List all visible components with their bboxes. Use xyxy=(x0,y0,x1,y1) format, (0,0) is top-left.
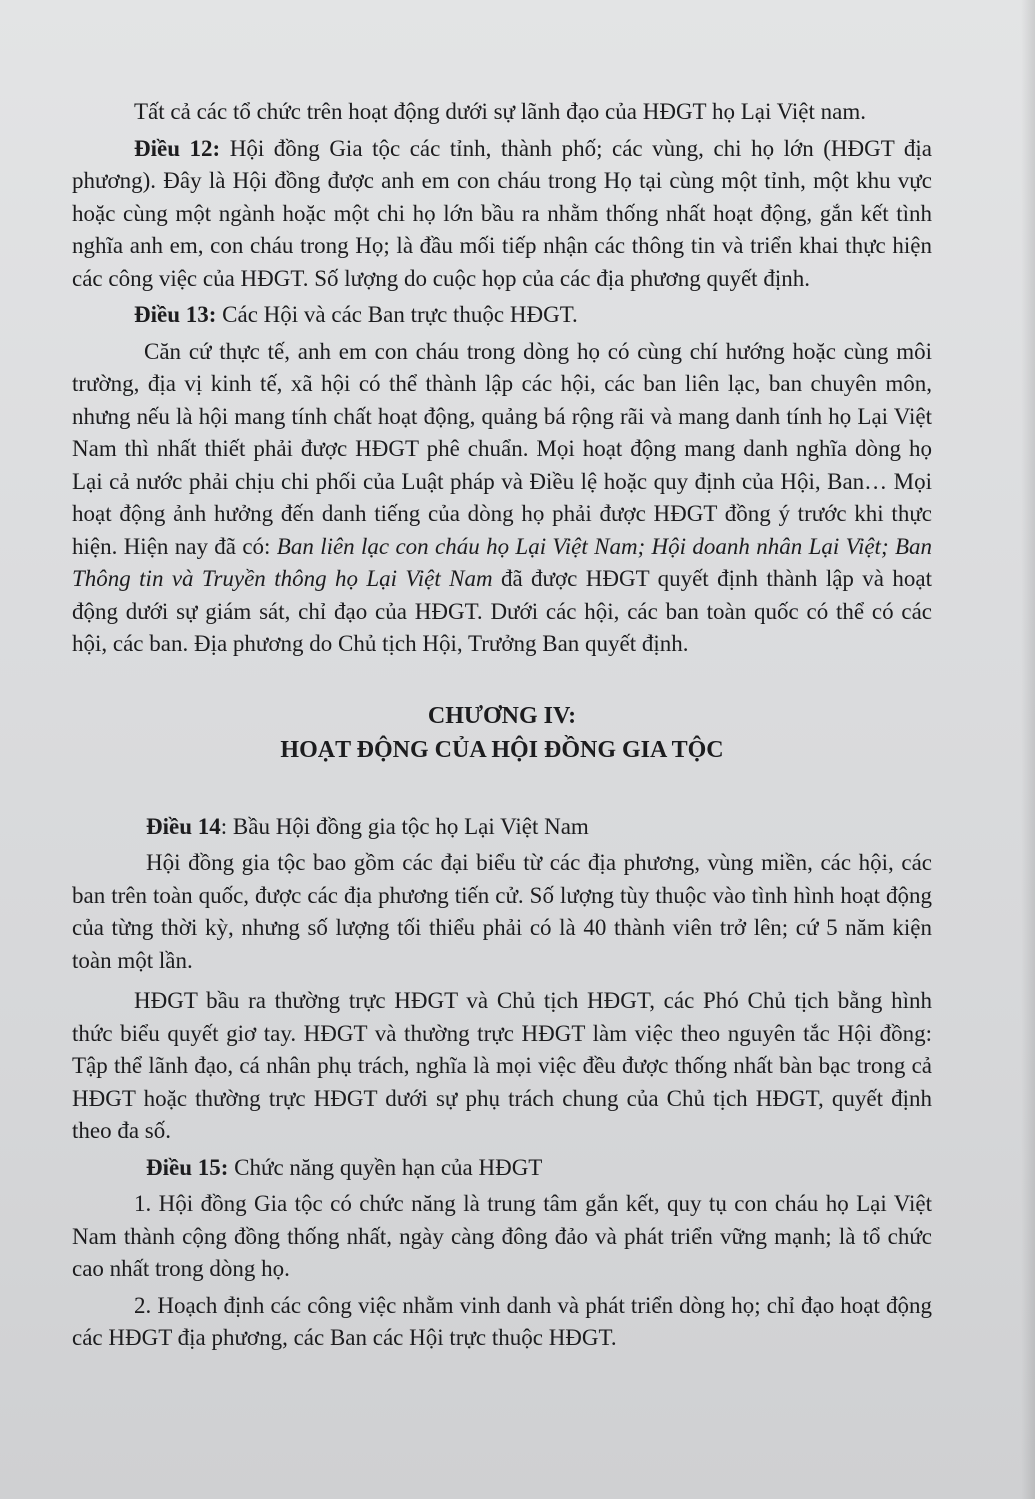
article-15-label: Điều 15: xyxy=(146,1154,229,1180)
article-13-body-italic: Ban liên lạc con cháu họ Lại Việt Nam; Hội doanh nhân Lại Việt; Ban Thông tin và Truyền thông họ Lại Việt Nam xyxy=(72,533,932,591)
article-14-body-1-text: Hội đồng gia tộc bao gồm các đại biểu từ các địa phương, vùng miền, các hội, các ban trên toàn quốc, được các địa phương tiến cử. Số lượng tùy thuộc vào tình hình hoạt động của từng thời kỳ, nhưng số lượng tối thiểu phải có là 40 thành viên trở lên; cứ 5 năm kiện toàn một lần. xyxy=(72,850,932,973)
article-13-body-part2: đã được HĐGT quyết định thành lập và hoạt động dưới sự giám sát, chỉ đạo của HĐGT. Dưới các hội, các ban toàn quốc có thể có các hội, các ban. Địa phương do Chủ tịch Hội, Trưởng Ban quyết định. xyxy=(72,566,932,656)
article-12-label: Điều 12: xyxy=(134,135,221,161)
article-14-body-2 xyxy=(72,985,932,1148)
article-15-title: Chức năng quyền hạn của HĐGT xyxy=(228,1154,543,1180)
article-13-heading xyxy=(72,299,932,332)
intro-text: Tất cả các tổ chức trên hoạt động dưới sự lãnh đạo của HĐGT họ Lại Việt nam. xyxy=(134,99,866,124)
article-13-body xyxy=(72,336,932,661)
article-14-label: Điều 14 xyxy=(146,813,221,839)
article-15-item-2-text: 2. Hoạch định các công việc nhằm vinh danh và phát triển dòng họ; chỉ đạo hoạt động các HĐGT địa phương, các Ban các Hội trực thuộc HĐGT. xyxy=(72,1292,932,1350)
article-13-label: Điều 13: xyxy=(134,302,217,327)
article-12-text: Hội đồng Gia tộc các tỉnh, thành phố; các vùng, chi họ lớn (HĐGT địa phương). Đây là Hội đồng được anh em con cháu trong Họ tại cùng một tỉnh, một khu vực hoặc cùng một ngành hoặc một chi họ lớn bầu ra nhằm thống nhất hoạt động, gắn kết tình nghĩa anh em, con cháu trong Họ; là đầu mối tiếp nhận các thông tin và triển khai thực hiện các công việc của HĐGT. Số lượng do cuộc họp của các địa phương quyết định. xyxy=(72,135,932,291)
article-15-item-1-text: 1. Hội đồng Gia tộc có chức năng là trung tâm gắn kết, quy tụ con cháu họ Lại Việt Nam thành cộng đồng thống nhất, ngày càng đông đảo và phát triển vững mạnh; là tổ chức cao nhất trong dòng họ. xyxy=(72,1191,932,1281)
article-13-body-part1: Căn cứ thực tế, anh em con cháu trong dòng họ có cùng chí hướng hoặc cùng môi trường, địa vị kinh tế, xã hội có thể thành lập các hội, các ban liên lạc, ban chuyên môn, nhưng nếu là hội mang tính chất hoạt động, quảng bá rộng rãi và mang danh tính họ Lại Việt Nam thì nhất thiết phải được HĐGT phê chuẩn. Mọi hoạt động mang danh nghĩa dòng họ Lại cả nước phải chịu chi phối của Luật pháp và Điều lệ hoặc quy định của Hội, Ban… Mọi hoạt động ảnh hưởng đến danh tiếng của dòng họ phải được HĐGT đồng ý trước khi thực hiện. Hiện nay đã có: xyxy=(72,338,932,559)
chapter-title: HOẠT ĐỘNG CỦA HỘI ĐỒNG GIA TỘC xyxy=(280,736,724,763)
article-15-item-1 xyxy=(72,1188,932,1286)
article-14-title: : Bầu Hội đồng gia tộc họ Lại Việt Nam xyxy=(220,813,589,839)
article-15-item-2 xyxy=(72,1290,932,1355)
article-14-body-2-text: HĐGT bầu ra thường trực HĐGT và Chủ tịch HĐGT, các Phó Chủ tịch bằng hình thức biểu quyết giơ tay. HĐGT và thường trực HĐGT làm việc theo nguyên tắc Hội đồng: Tập thể lãnh đạo, cá nhân phụ trách, nghĩa là mọi việc đều được thống nhất bàn bạc trong cả HĐGT hoặc thường trực HĐGT dưới sự phụ trách chung của Chủ tịch HĐGT, quyết định theo đa số. xyxy=(72,988,932,1143)
article-14-heading xyxy=(72,811,932,844)
article-14-body-1 xyxy=(72,847,932,977)
intro-paragraph xyxy=(72,96,932,129)
article-13-title: Các Hội và các Ban trực thuộc HĐGT. xyxy=(216,302,578,327)
page-body xyxy=(72,96,932,1355)
article-15-heading xyxy=(72,1152,932,1185)
chapter-number: CHƯƠNG IV: xyxy=(427,702,577,729)
article-12 xyxy=(72,133,932,296)
